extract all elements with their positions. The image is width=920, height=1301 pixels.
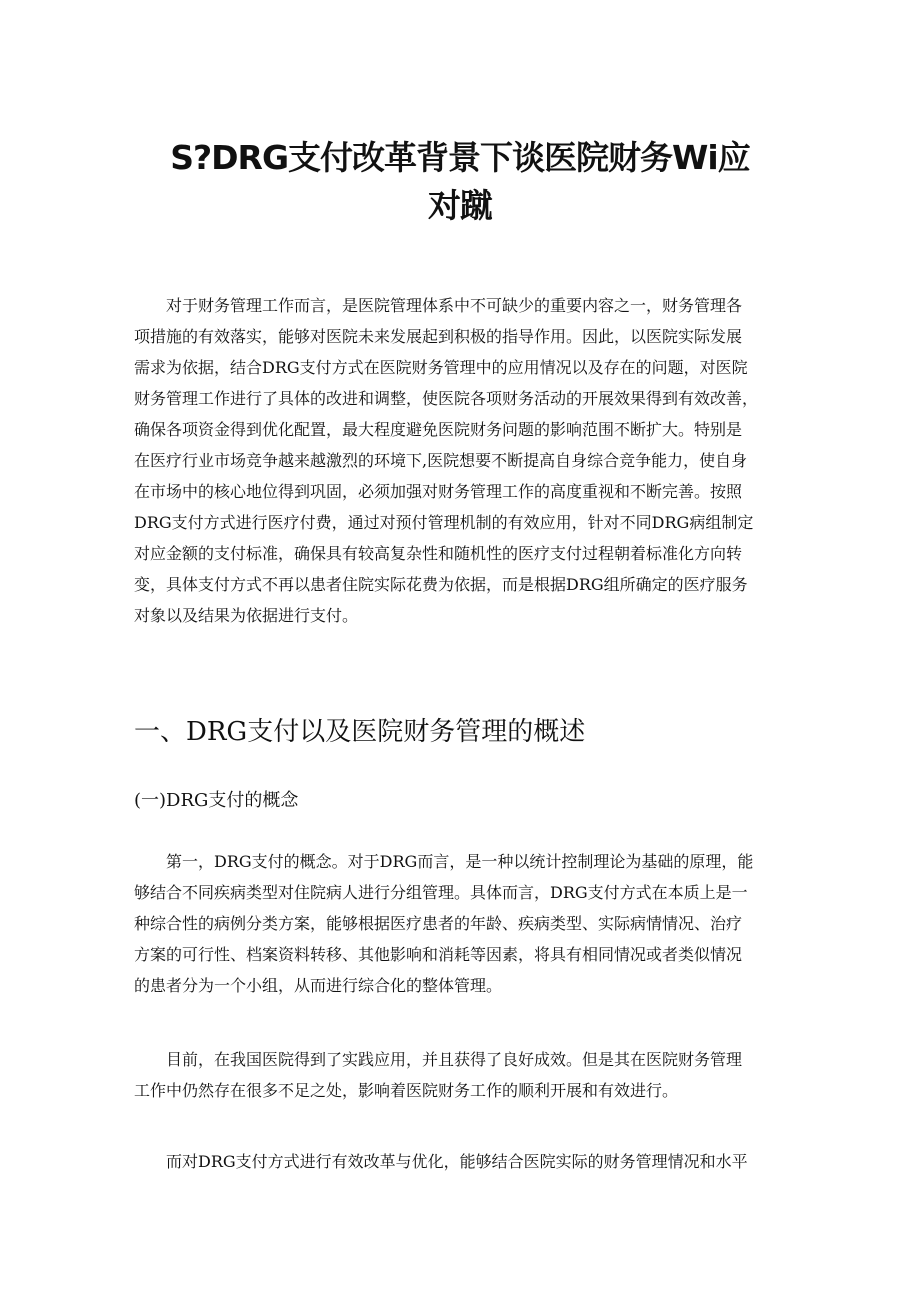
paragraph-line: 的患者分为一个小组，从而进行综合化的整体管理。 xyxy=(134,976,503,995)
paragraph-line: 种综合性的病例分类方案，能够根据医疗患者的年龄、疾病类型、实际病情情况、治疗 xyxy=(134,914,743,933)
paragraph-line: 目前，在我国医院得到了实践应用，并且获得了良好成效。但是其在医院财务管理 xyxy=(166,1050,743,1069)
document-title-line-2: 对蹴 xyxy=(428,186,492,225)
paragraph-line: 确保各项资金得到优化配置，最大程度避免医院财务问题的影响范围不断扩大。特别是 xyxy=(134,420,743,439)
intro-paragraph xyxy=(134,290,790,631)
paragraph-line: 项措施的有效落实，能够对医院未来发展起到积极的指导作用。因此，以医院实际发展 xyxy=(134,327,743,346)
paragraph-line: 在市场中的核心地位得到巩固，必须加强对财务管理工作的高度重视和不断完善。按照 xyxy=(134,482,743,501)
paragraph-line: 变，具体支付方式不再以患者住院实际花费为依据，而是根据DRG组所确定的医疗服务 xyxy=(134,575,748,594)
paragraph-line: 对于财务管理工作而言，是医院管理体系中不可缺少的重要内容之一，财务管理各 xyxy=(166,296,743,315)
paragraph-line: 对应金额的支付标准，确保具有较高复杂性和随机性的医疗支付过程朝着标准化方向转 xyxy=(134,544,743,563)
paragraph-line: 方案的可行性、档案资料转移、其他影响和消耗等因素，将具有相同情况或者类似情况 xyxy=(134,945,743,964)
paragraph-line: 而对DRG支付方式进行有效改革与优化，能够结合医院实际的财务管理情况和水平 xyxy=(166,1152,748,1171)
paragraph-line: 需求为依据，结合DRG支付方式在医院财务管理中的应用情况以及存在的问题，对医院 xyxy=(134,358,748,377)
subsection-heading: (一)DRG支付的概念 xyxy=(134,790,299,811)
paragraph-line: 在医疗行业市场竞争越来越激烈的环境下,医院想要不断提高自身综合竞争能力，使自身 xyxy=(134,451,748,470)
current-status-paragraph xyxy=(134,1044,790,1106)
paragraph-line: 工作中仍然存在很多不足之处，影响着医院财务工作的顺利开展和有效进行。 xyxy=(134,1081,679,1100)
paragraph-line: 对象以及结果为依据进行支付。 xyxy=(134,606,359,625)
paragraph-line: 第一，DRG支付的概念。对于DRG而言，是一种以统计控制理论为基础的原理，能 xyxy=(166,852,754,871)
reform-paragraph xyxy=(134,1146,790,1177)
document-title-line-1: S?DRG支付改革背景下谈医院财务Wi应 xyxy=(170,138,750,177)
section-heading: 一、DRG支付以及医院财务管理的概述 xyxy=(134,717,586,747)
concept-paragraph xyxy=(134,846,790,1001)
paragraph-line: DRG支付方式进行医疗付费，通过对预付管理机制的有效应用，针对不同DRG病组制定 xyxy=(134,513,754,532)
paragraph-line: 够结合不同疾病类型对住院病人进行分组管理。具体而言，DRG支付方式在本质上是一 xyxy=(134,883,748,902)
paragraph-line: 财务管理工作进行了具体的改进和调整，使医院各项财务活动的开展效果得到有效改善， xyxy=(134,389,759,408)
